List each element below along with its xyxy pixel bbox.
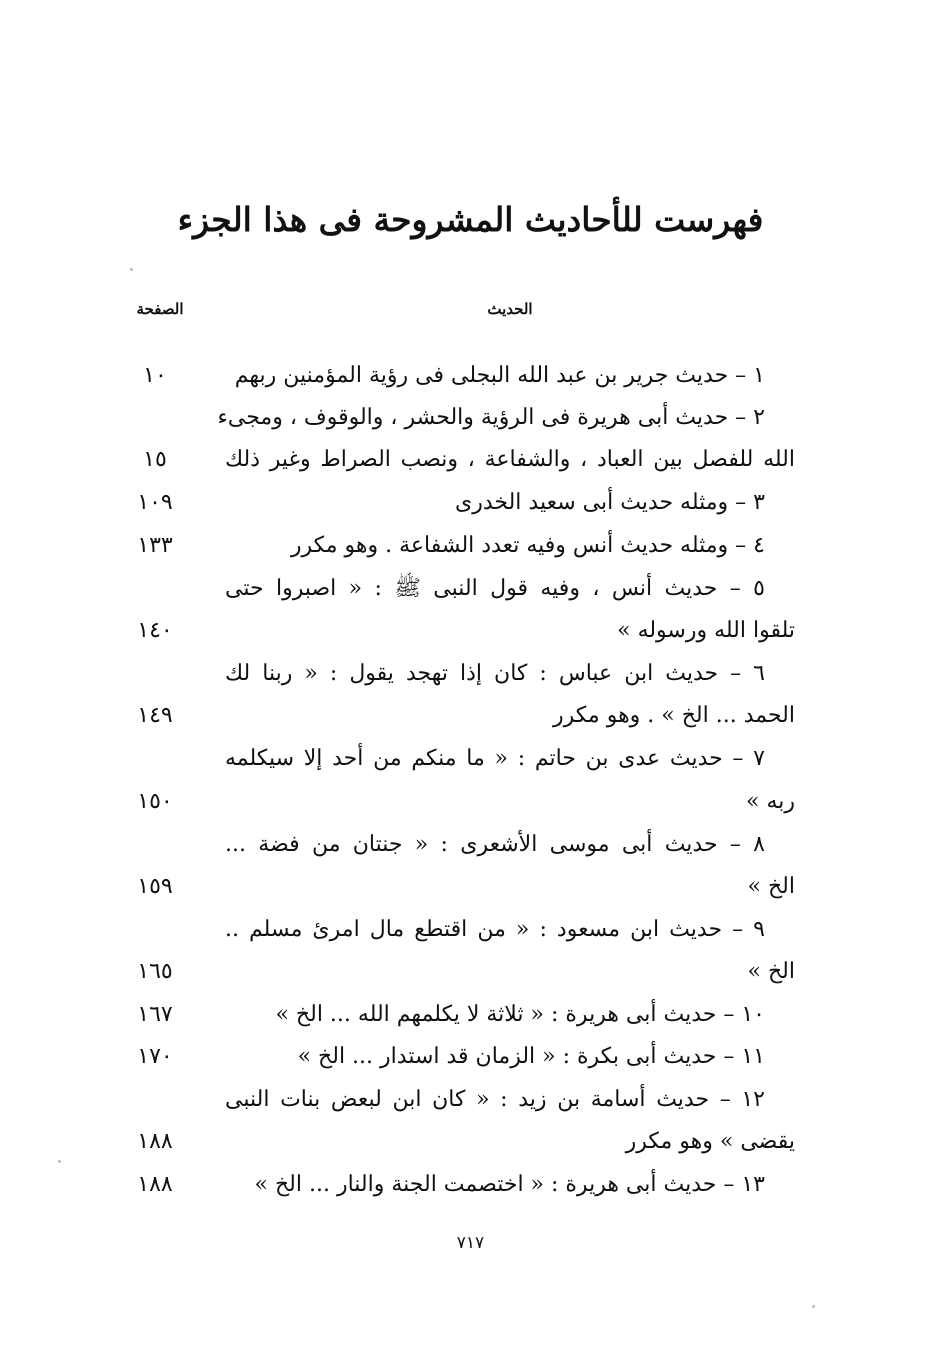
index-line: يقضى » وهو مكرر (625, 1129, 795, 1154)
index-line: ١٣ – حديث أبى هريرة : « اختصمت الجنة والنار ... الخ » (254, 1172, 765, 1197)
page-number: ١٤٠ (137, 618, 173, 643)
scan-speck (130, 268, 133, 271)
index-line: تلقوا الله ورسوله » (617, 618, 795, 643)
index-line: ١١ – حديث أبى بكرة : « الزمان قد استدار ... الخ » (297, 1044, 765, 1069)
index-line: ٤ – ومثله حديث أنس وفيه تعدد الشفاعة . وهو مكرر (290, 533, 765, 558)
page-number: ١٨٨ (137, 1172, 173, 1197)
column-header-page: الصفحة (136, 300, 184, 318)
page-number: ١٠٩ (137, 490, 173, 515)
page-number: ١٨٨ (137, 1129, 173, 1154)
scan-speck (58, 1160, 61, 1163)
index-line: ٥ – حديث أنس ، وفيه قول النبى ﷺ : « اصبروا حتى (225, 576, 765, 601)
index-line: ٨ – حديث أبى موسى الأشعرى : « جنتان من فضة ... (225, 832, 765, 857)
page-number: ١٧٠ (137, 1044, 173, 1069)
page-number: ١٥٩ (137, 874, 173, 899)
page-number: ١٦٧ (137, 1002, 173, 1027)
index-line: ١٢ – حديث أسامة بن زيد : « كان ابن لبعض بنات النبى (225, 1087, 765, 1112)
index-line: الحمد ... الخ » . وهو مكرر (553, 703, 795, 728)
index-line: ٧ – حديث عدى بن حاتم : « ما منكم من أحد إلا سيكلمه (225, 746, 765, 771)
index-title: فهرست للأحاديث المشروحة فى هذا الجزء (177, 200, 764, 239)
page-number: ١٦٥ (137, 959, 173, 984)
index-line: ٦ – حديث ابن عباس : كان إذا تهجد يقول : « ربنا لك (225, 661, 765, 686)
index-line: ٣ – ومثله حديث أبى سعيد الخدرى (455, 490, 765, 515)
index-line: الخ » (747, 959, 795, 984)
page-number: ١٠ (143, 363, 167, 388)
index-line: الله للفصل بين العباد ، والشفاعة ، ونصب الصراط وغير ذلك (225, 447, 795, 472)
page-number: ١٤٩ (137, 703, 173, 728)
index-line: ربه » (746, 789, 795, 814)
index-line: ١ – حديث جرير بن عبد الله البجلى فى رؤية المؤمنين ربهم (234, 363, 765, 388)
scan-speck (812, 1305, 815, 1308)
page-number: ١٥٠ (137, 789, 173, 814)
index-line: ٩ – حديث ابن مسعود : « من اقتطع مال امرئ مسلم .. (225, 917, 765, 942)
index-line: ٢ – حديث أبى هريرة فى الرؤية والحشر ، والوقوف ، ومجىء (217, 405, 765, 430)
index-line: الخ » (747, 874, 795, 899)
index-line: ١٠ – حديث أبى هريرة : « ثلاثة لا يكلمهم الله ... الخ » (275, 1002, 765, 1027)
folio-page-number: ٧١٧ (456, 1233, 485, 1253)
page-number: ١٣٣ (137, 533, 173, 558)
page-number: ١٥ (143, 447, 167, 472)
column-header-hadith: الحديث (487, 300, 533, 318)
